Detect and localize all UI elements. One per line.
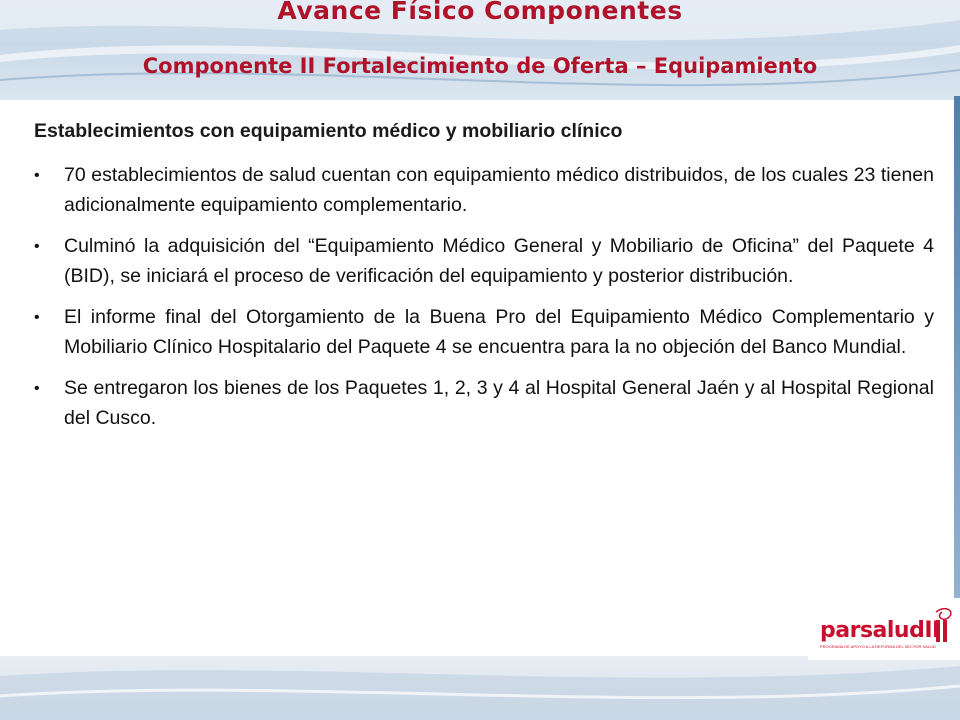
section-heading: Establecimientos con equipamiento médico y mobiliario clínico (34, 120, 623, 142)
bullet-list (34, 161, 934, 433)
list-item (34, 303, 934, 362)
logo-wordmark: parsaludII (820, 618, 940, 643)
slide-title: Avance Físico Componentes (277, 0, 683, 25)
list-item (34, 374, 934, 433)
bullet-text: 70 establecimientos de salud cuentan con equipamiento médico distribuidos, de los cuales 23 tienen adicionalmente equipamiento complementario. (64, 164, 934, 216)
right-accent-band (954, 96, 960, 656)
bullet-icon: • (34, 309, 40, 326)
bullet-icon: • (34, 238, 40, 255)
logo-tagline: PROGRAMA DE APOYO A LA REFORMA DEL SECTOR SALUD (820, 644, 936, 649)
slide-subtitle: Componente II Fortalecimiento de Oferta – Equipamiento (142, 54, 818, 78)
footer-wave-decoration (0, 656, 960, 720)
bullet-icon: • (34, 167, 40, 184)
list-item (34, 232, 934, 291)
list-item (34, 161, 934, 220)
parsalud-logo (808, 598, 960, 660)
bullet-icon: • (34, 380, 40, 397)
slide-header (0, 0, 960, 100)
bullet-text: Se entregaron los bienes de los Paquetes 1, 2, 3 y 4 al Hospital General Jaén y al Hospital Regional del Cusco. (64, 377, 934, 429)
slide-footer (0, 656, 960, 720)
slide-content (34, 120, 934, 445)
bullet-text: Culminó la adquisición del “Equipamiento Médico General y Mobiliario de Oficina” del Paquete 4 (BID), se iniciará el proceso de verificación del equipamiento y posterior distribución. (64, 235, 934, 287)
bullet-text: El informe final del Otorgamiento de la Buena Pro del Equipamiento Médico Complementario y Mobiliario Clínico Hospitalario del Paquete 4 se encuentra para la no objeción del Banco Mundial. (64, 306, 934, 358)
